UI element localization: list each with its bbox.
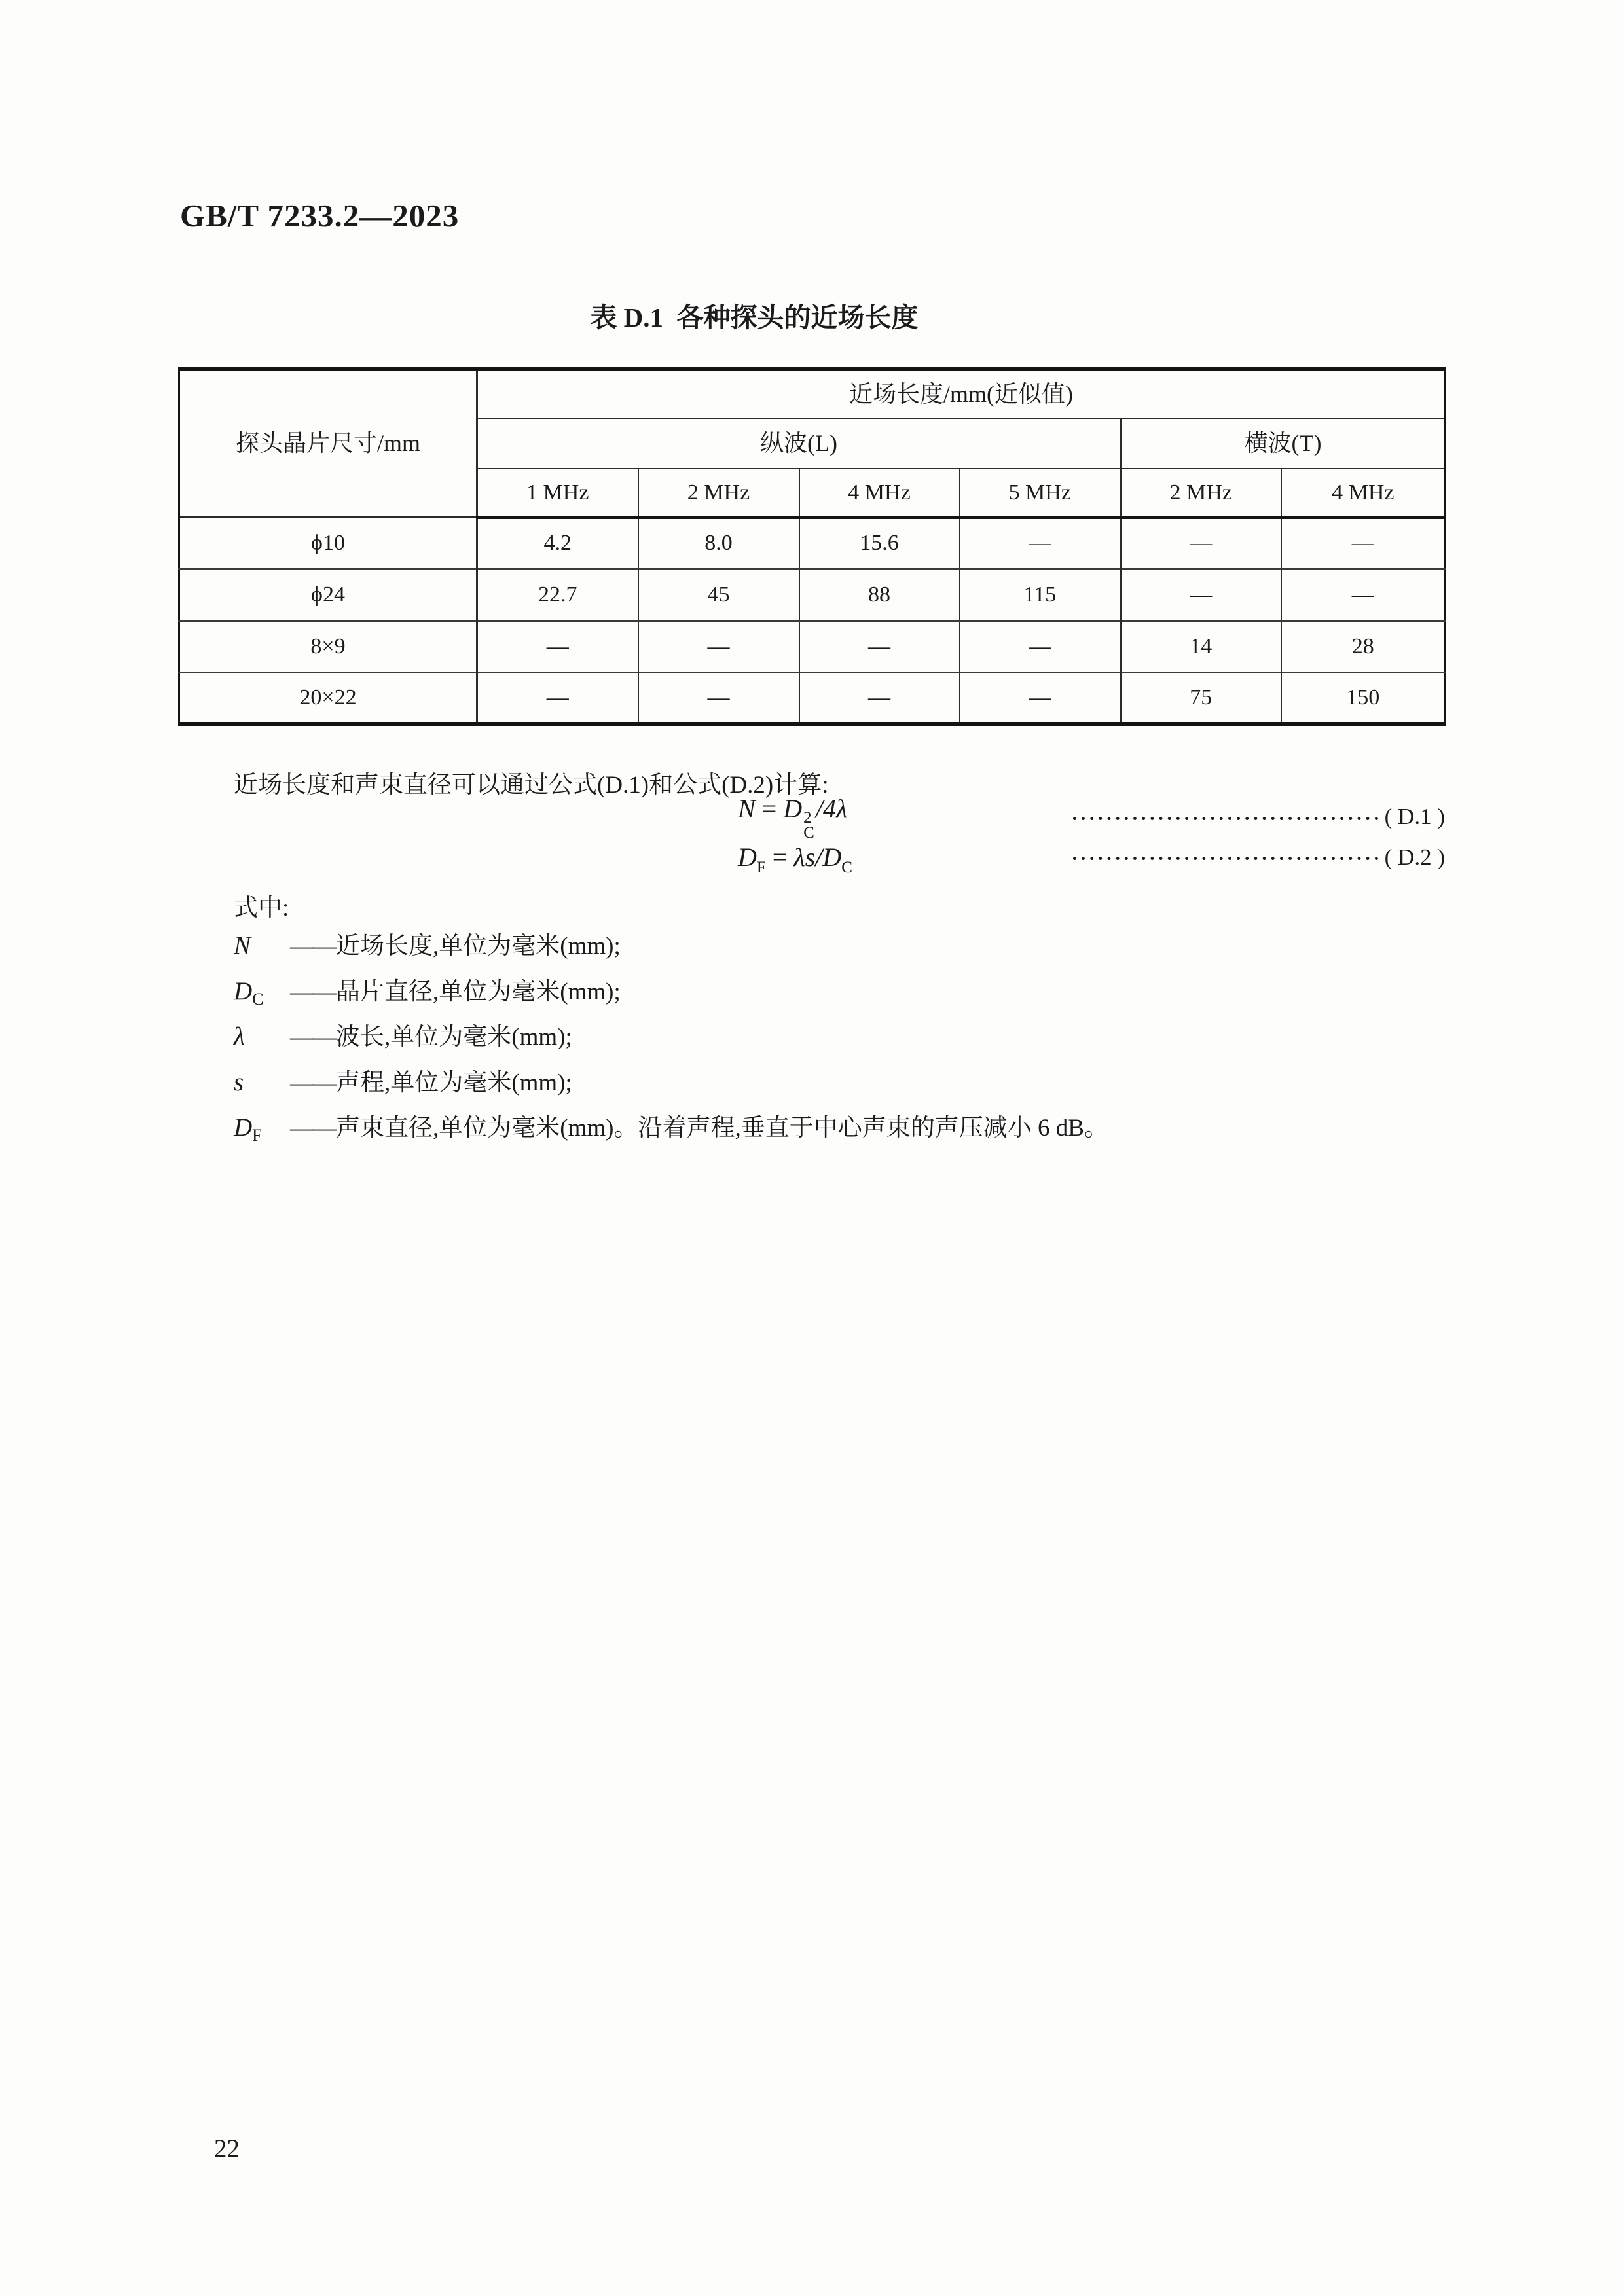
- value-cell: 22.7: [477, 569, 638, 620]
- formula-1-expression: N = D 2 C /4λ: [738, 794, 848, 842]
- doc-number: GB/T 7233.2—2023: [180, 198, 460, 234]
- definitions-list: [234, 931, 1108, 1159]
- formula-2-rhs-subscript: C: [841, 859, 852, 876]
- definition-text: 波长,单位为毫米(mm);: [336, 1024, 572, 1050]
- value-cell: —: [960, 620, 1121, 672]
- value-cell: 45: [638, 569, 799, 620]
- value-cell: —: [960, 517, 1121, 569]
- definition-symbol: $D_F$: [234, 1113, 262, 1145]
- definition-symbol: λ: [234, 1022, 245, 1050]
- value-cell: —: [477, 620, 638, 672]
- definition-text: 声束直径,单位为毫米(mm)。沿着声程,垂直于中心声束的声压减小 6 dB。: [336, 1115, 1108, 1141]
- value-cell: 28: [1281, 620, 1446, 672]
- definition-symbol: $D_C$: [234, 977, 264, 1009]
- value-cell: 8.0: [638, 517, 799, 569]
- value-cell: 75: [1121, 672, 1281, 724]
- value-cell: —: [638, 620, 799, 672]
- definition-text: 声程,单位为毫米(mm);: [336, 1069, 572, 1096]
- freq-header-cell: 4 MHz: [799, 469, 960, 517]
- span-header-cell: 近场长度/mm(近似值): [477, 369, 1446, 418]
- table-header-row-1: [179, 369, 1446, 418]
- formula-tag: ( D.2 ): [1384, 844, 1445, 870]
- value-cell: —: [477, 672, 638, 724]
- definition-item: [234, 931, 1108, 977]
- formula-1-reference: [1071, 804, 1445, 830]
- definition-item: [234, 1022, 1108, 1068]
- freq-header-cell: 5 MHz: [960, 469, 1121, 517]
- value-cell: —: [1121, 569, 1281, 620]
- size-cell: ϕ24: [179, 569, 477, 620]
- size-cell: ϕ10: [179, 517, 477, 569]
- table-row: [179, 620, 1446, 672]
- definition-dash: ——: [290, 1115, 335, 1141]
- page-number: 22: [214, 2134, 240, 2162]
- formula-tag: ( D.1 ): [1384, 804, 1445, 829]
- value-cell: 150: [1281, 672, 1446, 724]
- corner-header-cell: 探头晶片尺寸/mm: [179, 369, 477, 517]
- table-title: 表 D.1 各种探头的近场长度: [590, 302, 919, 332]
- formula-1-subscript: C: [803, 824, 814, 842]
- formula-2-expression: $D_F = \lambda s/D_C$: [738, 842, 852, 876]
- table-row: [179, 672, 1446, 724]
- formula-2-lhs-subscript: F: [756, 859, 766, 876]
- definition-item: [234, 1068, 1108, 1114]
- freq-header-cell: 2 MHz: [638, 469, 799, 517]
- definition-text: 晶片直径,单位为毫米(mm);: [336, 978, 621, 1005]
- near-field-table: [178, 367, 1446, 726]
- value-cell: —: [638, 672, 799, 724]
- definition-dash: ——: [290, 933, 335, 960]
- group-header-transverse: 横波(T): [1121, 418, 1446, 469]
- table-row: [179, 517, 1446, 569]
- value-cell: —: [1281, 569, 1446, 620]
- intro-paragraph: 近场长度和声束直径可以通过公式(D.1)和公式(D.2)计算:: [234, 772, 829, 798]
- value-cell: 88: [799, 569, 960, 620]
- table-row: [179, 569, 1446, 620]
- formula-1-superscript: 2: [803, 809, 812, 827]
- value-cell: 14: [1121, 620, 1281, 672]
- definition-text: 近场长度,单位为毫米(mm);: [336, 933, 621, 960]
- formula-2-reference: [1071, 844, 1445, 870]
- size-cell: 8×9: [179, 620, 477, 672]
- value-cell: —: [799, 620, 960, 672]
- definition-item: [234, 977, 1108, 1023]
- value-cell: 4.2: [477, 517, 638, 569]
- value-cell: —: [1281, 517, 1446, 569]
- value-cell: —: [799, 672, 960, 724]
- formula-2: [738, 842, 1445, 876]
- formula-1: [738, 793, 1445, 840]
- definition-dash: ——: [290, 1069, 335, 1096]
- group-header-longitudinal: 纵波(L): [477, 418, 1121, 469]
- value-cell: 15.6: [799, 517, 960, 569]
- size-cell: 20×22: [179, 672, 477, 724]
- freq-header-cell: 2 MHz: [1121, 469, 1281, 517]
- where-label: 式中:: [234, 895, 289, 922]
- dotted-leader: ····································: [1071, 808, 1382, 829]
- definition-symbol: s: [234, 1067, 244, 1096]
- dotted-leader: ····································: [1071, 848, 1382, 869]
- definition-dash: ——: [290, 1024, 335, 1050]
- definition-dash: ——: [290, 978, 335, 1005]
- freq-header-cell: 4 MHz: [1281, 469, 1446, 517]
- freq-header-cell: 1 MHz: [477, 469, 638, 517]
- value-cell: 115: [960, 569, 1121, 620]
- value-cell: —: [1121, 517, 1281, 569]
- definition-symbol: N: [234, 931, 251, 960]
- value-cell: —: [960, 672, 1121, 724]
- definition-item: [234, 1113, 1108, 1159]
